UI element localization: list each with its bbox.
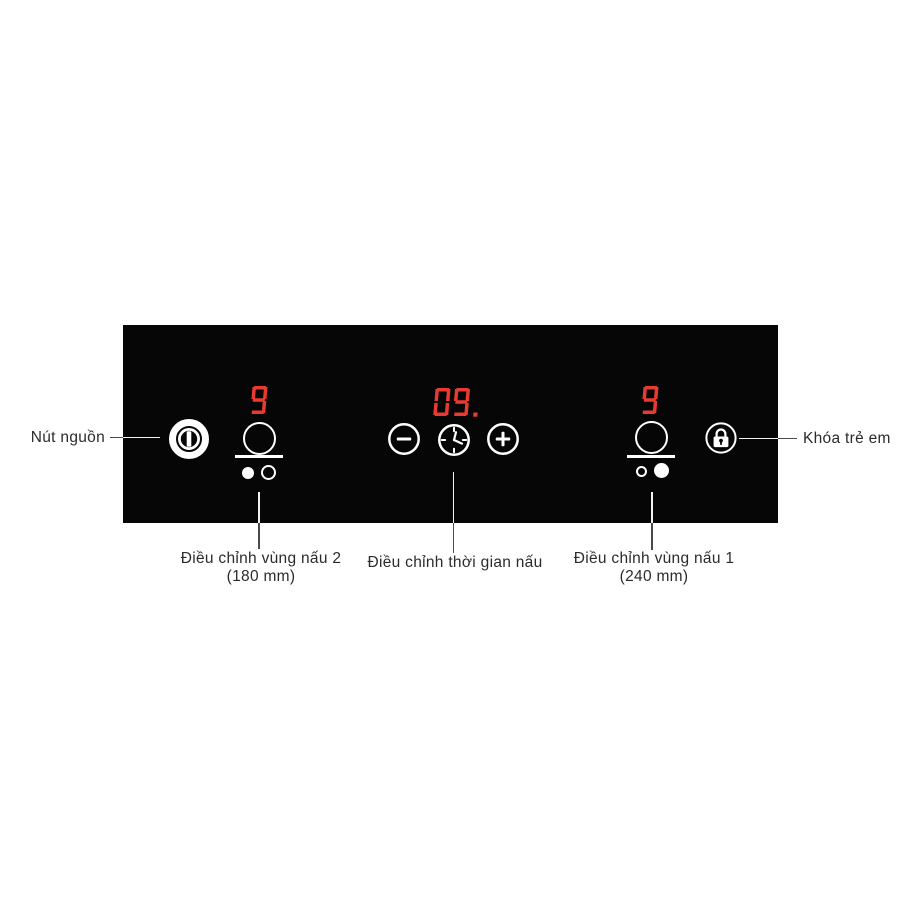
zone2-indicator-small-filled	[242, 467, 254, 479]
leader-line-power-inner	[123, 437, 160, 439]
leader-line-lock-outer	[778, 438, 797, 440]
timer-minus-button[interactable]	[387, 422, 421, 456]
power-icon	[173, 423, 206, 456]
leader-line-zone2-outer	[258, 523, 260, 549]
zone2-label-line1: Điều chỉnh vùng nấu 2	[180, 550, 342, 567]
zone2-indicator-large-outline	[261, 465, 276, 480]
zone1-power-display	[641, 386, 664, 415]
zone1-indicator-large-filled	[654, 463, 669, 478]
leader-line-timer-inner	[453, 472, 455, 523]
zone2-label-line2: (180 mm)	[226, 568, 296, 585]
padlock-icon	[706, 423, 735, 452]
leader-line-zone1-outer	[651, 523, 653, 550]
zone2-select-button[interactable]	[243, 422, 276, 455]
leader-line-zone1-inner	[651, 492, 653, 523]
child-lock-button[interactable]	[704, 421, 738, 455]
timer-display	[433, 388, 483, 417]
clock-icon	[439, 425, 468, 454]
zone1-underline	[627, 455, 675, 458]
timer-plus-button[interactable]	[486, 422, 520, 456]
child-lock-label: Khóa trẻ em	[803, 430, 891, 447]
power-label: Nút nguồn	[30, 429, 105, 446]
leader-line-lock-inner	[739, 438, 778, 440]
leader-line-power-outer	[110, 437, 123, 439]
minus-icon	[389, 424, 418, 453]
zone2-label	[181, 550, 342, 586]
zone1-select-button[interactable]	[635, 421, 668, 454]
plus-icon	[488, 424, 517, 453]
zone1-label-line2: (240 mm)	[619, 568, 689, 585]
zone2-power-display	[250, 386, 273, 415]
timer-button[interactable]	[437, 423, 471, 457]
zone1-indicator-small-outline	[636, 466, 647, 477]
zone2-underline	[235, 455, 283, 458]
leader-line-zone2-inner	[258, 492, 260, 523]
timer-label: Điều chỉnh thời gian nấu	[367, 554, 543, 571]
zone1-label-line1: Điều chỉnh vùng nấu 1	[573, 550, 735, 567]
power-button[interactable]	[166, 416, 212, 462]
leader-line-timer-outer	[453, 523, 455, 553]
zone1-label	[574, 550, 735, 586]
